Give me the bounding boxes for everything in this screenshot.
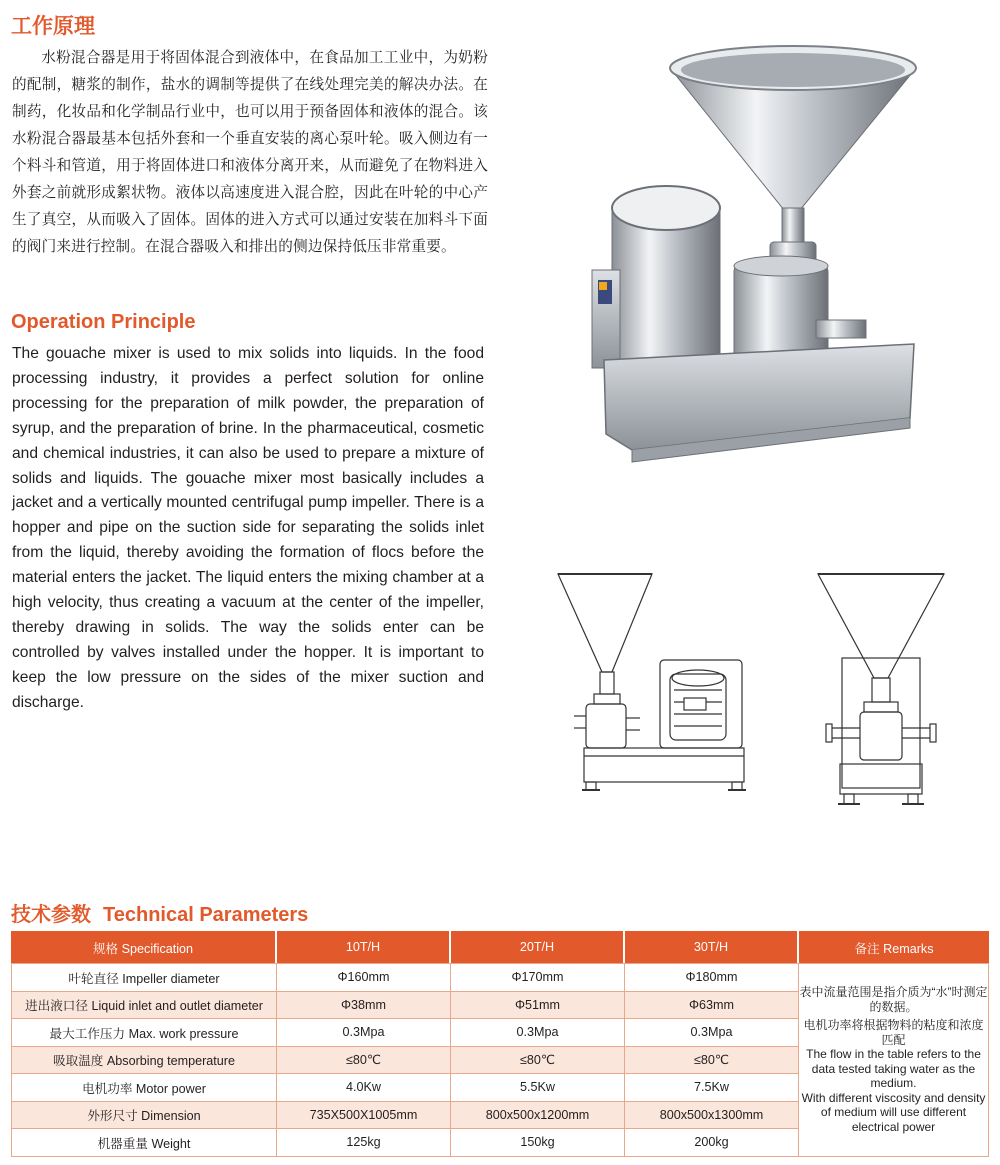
cell-value: 7.5Kw — [625, 1074, 799, 1102]
cell-value: 200kg — [625, 1129, 799, 1157]
cell-value: Φ51mm — [451, 992, 625, 1020]
params-title — [11, 898, 308, 927]
cell-value: 0.3Mpa — [277, 1019, 451, 1047]
cell-value: ≤80℃ — [277, 1047, 451, 1075]
cell-value: 0.3Mpa — [451, 1019, 625, 1047]
row-label: 电机功率 Motor power — [11, 1074, 277, 1102]
cn-section-body: 水粉混合器是用于将固体混合到液体中，在食品加工工业中，为奶粉的配制，糖浆的制作，盐水的调制等提供了在线处理完美的解决办法。在制药，化妆品和化学制品行业中，也可以用于预备固体和液体的混合。该水粉混合器最基本包括外套和一个垂直安装的离心泵叶轮。吸入侧边有一个料斗和管道，用于将固体进口和液体分离开来，从而避免了在物料进入外套之前就形成絮状物。液体以高速度进入混合腔，因此在叶轮的中心产生了真空，从而吸入了固体。固体的进入方式可以通过安装在加料斗下面的阀门来进行控制。在混合器吸入和排出的侧边保持低压非常重要。 — [12, 49, 488, 255]
remark-line: The flow in the table refers to the data tested taking water as the medium. — [806, 1047, 981, 1091]
cell-value: 4.0Kw — [277, 1074, 451, 1102]
cell-value: 800x500x1300mm — [625, 1102, 799, 1130]
header-20th: 20T/H — [451, 931, 625, 963]
remarks-cell — [799, 963, 989, 1157]
cell-value: Φ170mm — [451, 963, 625, 992]
row-label: 最大工作压力 Max. work pressure — [11, 1019, 277, 1047]
mixer-product-photo — [584, 30, 924, 470]
row-label: 叶轮直径 Impeller diameter — [11, 963, 277, 992]
cell-value: 150kg — [451, 1129, 625, 1157]
row-label: 进出液口径 Liquid inlet and outlet diameter — [11, 992, 277, 1020]
params-title-cn: 技术参数 — [11, 904, 91, 926]
cell-value: ≤80℃ — [451, 1047, 625, 1075]
header-spec: 规格 Specification — [11, 931, 277, 963]
cn-section-title: 工作原理 — [11, 14, 95, 38]
cell-value: Φ160mm — [277, 963, 451, 992]
en-section-title: Operation Principle — [11, 311, 196, 333]
cell-value: 5.5Kw — [451, 1074, 625, 1102]
row-label: 机器重量 Weight — [11, 1129, 277, 1157]
cell-value: 0.3Mpa — [625, 1019, 799, 1047]
cell-value: Φ180mm — [625, 963, 799, 992]
header-30th: 30T/H — [625, 931, 799, 963]
cell-value: Φ63mm — [625, 992, 799, 1020]
remark-line: 电机功率将根据物料的粘度和浓度匹配 — [803, 1018, 984, 1047]
table-row — [11, 963, 989, 992]
mixer-side-drawing — [556, 568, 756, 800]
params-title-en: Technical Parameters — [103, 904, 309, 926]
params-table — [11, 931, 989, 1157]
header-remarks: 备注 Remarks — [799, 931, 989, 963]
en-section-body: The gouache mixer is used to mix solids into liquids. In the food processing industry, it provides a perfect solution for online processing for the preparation of milk powder, the preparation of syrup, and the preparation of brine. In the pharmaceutical, cosmetic and chemical industries, it can also be used to prepare a mixture of solids and liquids. The gouache mixer most basically includes a jacket and a vertically mounted centrifugal pump impeller. There is a hopper and pipe on the suction side for separating the solids inlet from the liquid, thereby avoiding the formation of flocs before the material enters the jacket. The liquid enters the mixing chamber at a high velocity, thus creating a vacuum at the center of the impeller, thereby drawing in solids. The way the solids enter can be controlled by valves installed under the hopper. It is important to keep the low pressure on the sides of the mixer suction and discharge. — [12, 345, 484, 711]
cell-value: ≤80℃ — [625, 1047, 799, 1075]
cell-value: 125kg — [277, 1129, 451, 1157]
header-10th: 10T/H — [277, 931, 451, 963]
cell-value: 735X500X1005mm — [277, 1102, 451, 1130]
remark-line: With different viscosity and density of medium will use different electrical power — [801, 1090, 986, 1134]
row-label: 外形尺寸 Dimension — [11, 1102, 277, 1130]
cell-value: 800x500x1200mm — [451, 1102, 625, 1130]
params-header-row — [11, 931, 989, 963]
remark-line: 表中流量范围是指介质为“水”时测定的数据。 — [799, 985, 988, 1014]
mixer-front-drawing — [812, 568, 950, 810]
cell-value: Φ38mm — [277, 992, 451, 1020]
row-label: 吸取温度 Absorbing temperature — [11, 1047, 277, 1075]
